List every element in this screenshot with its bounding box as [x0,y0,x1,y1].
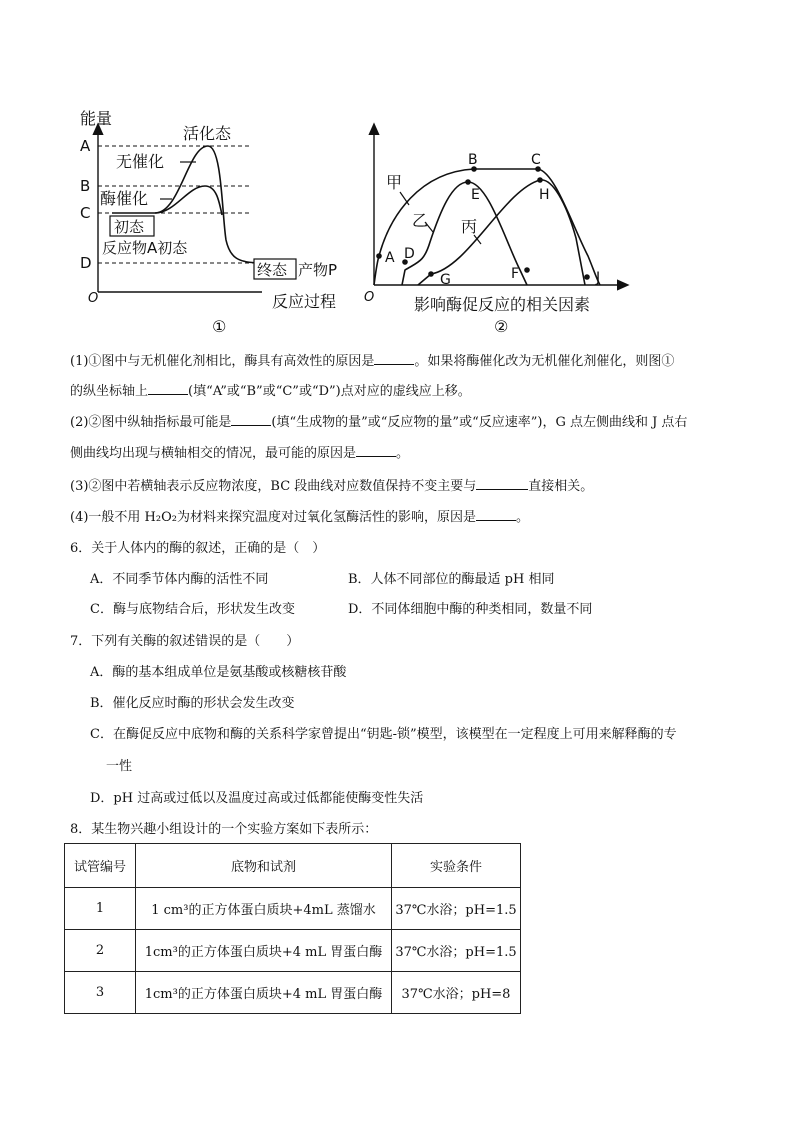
fig2-letter-d: D [404,246,415,262]
fig2-point-e [465,179,471,185]
q6-stem: 6．关于人体内的酶的叙述，正确的是（ ） [70,541,326,556]
fig1-level-d-label: D [80,254,92,272]
q8-stem: 8．某生物兴趣小组设计的一个实验方案如下表所示： [70,822,378,837]
fig2-label-yi: 乙 [412,211,429,230]
fig2-point-h [537,177,543,183]
fig1-level-a-label: A [80,137,91,155]
q5-p2-text-c: 侧曲线均出现与横轴相交的情况，最可能的原因是 [70,446,357,461]
q5-part1-line1 [70,353,674,371]
q5-p1-text-a: (1)①图中与无机催化剂相比，酶具有高效性的原因是 [70,354,375,369]
fig1-product-label: 产物P [298,261,338,279]
table-cell: 37℃水浴；pH=1.5 [392,888,521,930]
answer-blank[interactable] [374,353,414,365]
fig2-caption: ② [494,317,509,336]
answer-blank[interactable] [476,509,516,521]
table-header: 试管编号 [65,844,136,888]
fig1-enzyme-curve [155,186,222,215]
q6-option-b[interactable]: B．人体不同部位的酶最适 pH 相同 [348,572,555,587]
answer-blank[interactable] [356,445,396,457]
table-row [65,930,521,972]
fig1-reactant-label: 反应物A初态 [102,239,188,257]
q5-part1-line2 [70,383,471,401]
fig2-letter-b: B [468,152,478,168]
table-cell: 1 [65,888,136,930]
q7-option-b[interactable]: B．催化反应时酶的形状会发生改变 [90,696,295,711]
fig1-final-label: 终态 [257,261,288,279]
fig2-letter-j: J [596,270,601,286]
fig1-origin: O [88,291,99,306]
fig2-point-g [428,271,434,277]
fig2-x-label: 影响酶促反应的相关因素 [414,295,591,314]
fig1-initial-label: 初态 [114,218,145,236]
table-cell: 1cm³的正方体蛋白质块+4 mL 胃蛋白酶 [136,930,392,972]
q5-p1-text-d: (填“A”或“B”或“C”或“D”)点对应的虚线应上移。 [188,384,471,399]
q5-p2-text-a: (2)②图中纵轴指标最可能是 [70,415,232,430]
experiment-table [64,843,521,1014]
q5-part4 [70,509,529,527]
q5-p1-text-c: 的纵坐标轴上 [70,384,149,399]
fig2-letter-f: F [511,266,520,282]
answer-blank[interactable] [148,383,188,395]
q5-p3-text-a: (3)②图中若横轴表示反应物浓度，BC 段曲线对应数值保持不变主要与 [70,479,477,494]
fig1-no-catalyst-label: 无催化 [116,152,165,171]
fig1-y-label: 能量 [80,109,113,128]
q7-option-c-line1[interactable]: C．在酶促反应中底物和酶的关系科学家曾提出“钥匙-锁”模型，该模型在一定程度上可用来解释酶的专 [90,727,677,742]
q7-option-c-line2[interactable]: 一性 [106,759,133,774]
table-cell: 1cm³的正方体蛋白质块+4 mL 胃蛋白酶 [136,972,392,1014]
q7-stem: 7．下列有关酶的叙述错误的是（ ） [70,634,300,649]
q5-p2-text-b: (填“生成物的量”或“反应物的量”或“反应速率”)，G 点左侧曲线和 J 点右 [271,415,688,430]
fig2-letter-c: C [531,152,541,168]
q5-p4-text-a: (4)一般不用 H₂O₂为材料来探究温度对过氧化氢酶活性的影响，原因是 [70,510,476,525]
q6-option-d[interactable]: D．不同体细胞中酶的种类相同，数量不同 [348,602,593,617]
figures-svg [0,0,794,345]
table-row [65,888,521,930]
q5-part2-line1 [70,414,687,432]
fig2-letter-h: H [539,187,550,203]
fig2-point-j [584,274,590,280]
table-cell: 37℃水浴；pH=1.5 [392,930,521,972]
q6-option-c[interactable]: C．酶与底物结合后，形状发生改变 [90,602,295,617]
answer-blank[interactable] [231,414,271,426]
table-cell: 1 cm³的正方体蛋白质块+4mL 蒸馏水 [136,888,392,930]
figure-2 [364,128,624,336]
answer-blank[interactable] [476,478,528,490]
fig2-letter-a: A [385,250,395,266]
fig1-activated-label: 活化态 [183,124,232,143]
fig1-enzyme-label: 酶催化 [100,189,149,208]
q6-option-a[interactable]: A．不同季节体内酶的活性不同 [90,572,269,587]
fig2-label-jia: 甲 [386,173,403,192]
q5-p1-text-b: 。如果将酶催化改为无机催化剂催化，则图① [414,354,675,369]
q7-option-a[interactable]: A．酶的基本组成单位是氨基酸或核糖核苷酸 [90,665,347,680]
q7-option-d[interactable]: D．pH 过高或过低以及温度过高或过低都能使酶变性失活 [90,791,424,806]
q5-p3-text-b: 直接相关。 [528,479,594,494]
fig2-origin: O [364,290,375,305]
fig2-letter-g: G [440,272,451,288]
table-header-row [65,844,521,888]
fig2-leader-jia [400,192,409,205]
fig2-curve-bing [418,180,585,285]
table-cell: 37℃水浴；pH=8 [392,972,521,1014]
q5-p2-text-d: 。 [396,446,410,461]
fig2-letter-e: E [471,187,480,203]
fig1-level-c-label: C [80,204,91,222]
fig1-caption: ① [212,317,227,336]
table-cell: 3 [65,972,136,1014]
q5-part3 [70,478,593,496]
table-header: 底物和试剂 [136,844,392,888]
figure-1 [80,109,337,336]
fig2-label-bing: 丙 [461,217,478,236]
q5-part2-line2 [70,445,409,463]
fig2-point-a [376,253,382,259]
fig1-level-b-label: B [80,177,91,195]
fig2-point-f [524,267,530,273]
table-row [65,972,521,1014]
table-cell: 2 [65,930,136,972]
figure-area [0,0,794,345]
q5-p4-text-b: 。 [515,510,529,525]
fig1-x-label: 反应过程 [272,292,337,311]
table-header: 实验条件 [392,844,521,888]
